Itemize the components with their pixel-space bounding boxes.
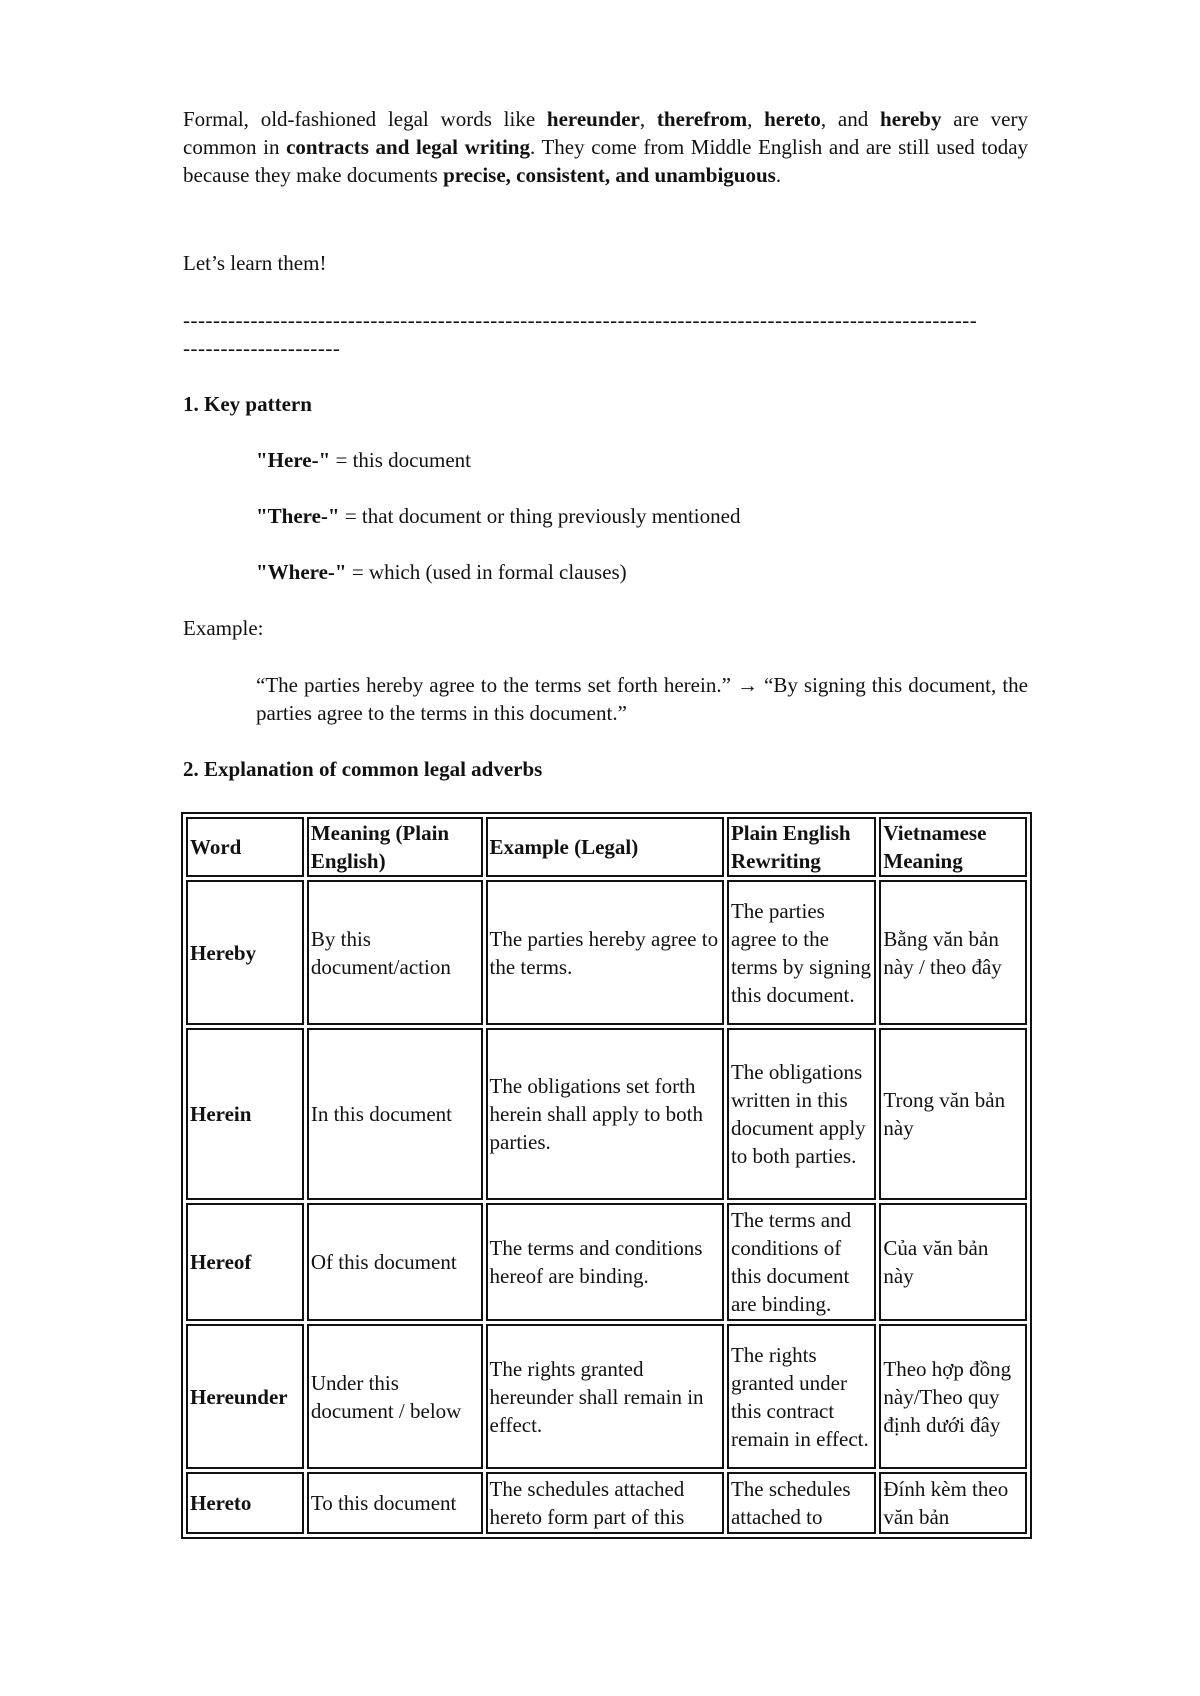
- table-row: [186, 880, 1027, 1025]
- cell-vietnamese: Của văn bản này: [879, 1203, 1027, 1321]
- emphasis-contracts: contracts and legal writing: [286, 135, 530, 159]
- table-row: [186, 1203, 1027, 1321]
- cell-meaning: To this document: [307, 1472, 483, 1534]
- intro-text: are very common in: [183, 107, 1028, 159]
- cell-rewriting: The rights granted under this contract remain in effect.: [727, 1324, 876, 1469]
- pattern-where-label: "Where-": [256, 560, 347, 584]
- cell-meaning: Of this document: [307, 1203, 483, 1321]
- example-label: Example:: [183, 616, 264, 640]
- legal-adverbs-table: [181, 812, 1032, 1539]
- cell-meaning: Under this document / below: [307, 1324, 483, 1469]
- intro-text: ,: [639, 107, 657, 131]
- example-quote: “The parties hereby agree to the terms set forth herein.” → “By signing this document, the parties agree to the terms in this document.”: [256, 673, 1028, 725]
- pattern-here-text: = this document: [330, 448, 471, 472]
- header-meaning: Meaning (Plain English): [307, 817, 483, 877]
- cell-example: The parties hereby agree to the terms.: [486, 880, 724, 1025]
- cell-vietnamese: Trong văn bản này: [879, 1028, 1027, 1200]
- section-2-heading: 2. Explanation of common legal adverbs: [183, 757, 543, 781]
- header-rewriting: Plain English Rewriting: [727, 817, 876, 877]
- emphasis-precise: precise, consistent, and unambiguous: [443, 163, 776, 187]
- cell-word: Hereof: [186, 1203, 304, 1321]
- cell-word: Hereby: [186, 880, 304, 1025]
- cell-word: Herein: [186, 1028, 304, 1200]
- cell-vietnamese: Theo hợp đồng này/Theo quy định dưới đây: [879, 1324, 1027, 1469]
- intro-text: . They come from Middle English and are still used today because they make documents: [183, 135, 1029, 187]
- table-row: [186, 1472, 1027, 1534]
- table-row: [186, 1028, 1027, 1200]
- intro-text: ,: [747, 107, 765, 131]
- intro-text: Formal, old-fashioned legal words like: [183, 107, 547, 131]
- header-example: Example (Legal): [486, 817, 724, 877]
- pattern-there-label: "There-": [256, 504, 340, 528]
- table-header-row: [186, 817, 1027, 877]
- divider-line-continuation: ---------------------: [183, 336, 341, 360]
- cell-word: Hereto: [186, 1472, 304, 1534]
- section-1-heading: 1. Key pattern: [183, 392, 312, 416]
- header-vietnamese: Vietnamese Meaning: [879, 817, 1027, 877]
- cell-example: The schedules attached hereto form part of this: [486, 1472, 724, 1534]
- cell-meaning: In this document: [307, 1028, 483, 1200]
- term-hereunder: hereunder: [546, 107, 640, 131]
- cell-word: Hereunder: [186, 1324, 304, 1469]
- intro-call-to-action: Let’s learn them!: [183, 251, 327, 275]
- term-hereto: hereto: [764, 107, 821, 131]
- intro-text: .: [775, 163, 782, 187]
- divider-line: ----------------------------------------------------------------------------------------------------------: [183, 308, 978, 332]
- table-row: [186, 1324, 1027, 1469]
- pattern-here-label: "Here-": [256, 448, 331, 472]
- cell-vietnamese: Bằng văn bản này / theo đây: [879, 880, 1027, 1025]
- cell-meaning: By this document/action: [307, 880, 483, 1025]
- cell-rewriting: The terms and conditions of this document are binding.: [727, 1203, 876, 1321]
- header-word: Word: [186, 817, 304, 877]
- cell-vietnamese: Đính kèm theo văn bản: [879, 1472, 1027, 1534]
- cell-rewriting: The schedules attached to: [727, 1472, 876, 1534]
- term-therefrom: therefrom: [656, 107, 748, 131]
- cell-rewriting: The obligations written in this document apply to both parties.: [727, 1028, 876, 1200]
- pattern-there-text: = that document or thing previously mentioned: [339, 504, 741, 528]
- cell-example: The rights granted hereunder shall remain in effect.: [486, 1324, 724, 1469]
- cell-example: The terms and conditions hereof are binding.: [486, 1203, 724, 1321]
- intro-text: , and: [820, 107, 881, 131]
- pattern-where-text: = which (used in formal clauses): [346, 560, 627, 584]
- term-hereby: hereby: [880, 107, 942, 131]
- cell-rewriting: The parties agree to the terms by signing this document.: [727, 880, 876, 1025]
- cell-example: The obligations set forth herein shall apply to both parties.: [486, 1028, 724, 1200]
